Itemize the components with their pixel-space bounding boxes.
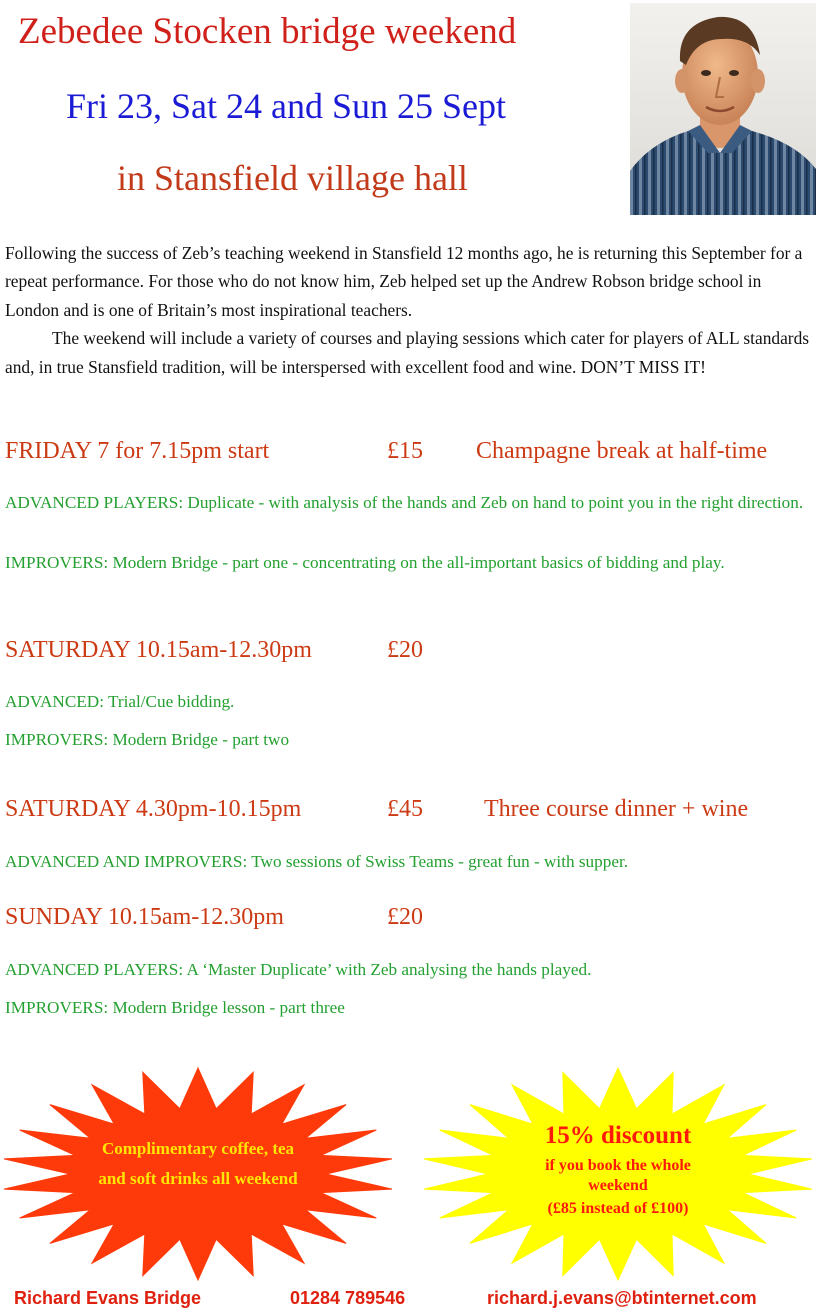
- sunday-advanced: ADVANCED PLAYERS: A ‘Master Duplicate’ with Zeb analysing the hands played.: [5, 960, 592, 979]
- friday-improvers: IMPROVERS: Modern Bridge - part one - concentrating on the all-important basics of bidding and play.: [5, 553, 725, 572]
- saturday-pm-time: SATURDAY 4.30pm-10.15pm: [5, 796, 302, 822]
- event-venue: in Stansfield village hall: [117, 158, 468, 198]
- footer-phone: 01284 789546: [290, 1288, 406, 1308]
- saturday-pm-price: £45: [387, 796, 423, 822]
- sunday-improvers: IMPROVERS: Modern Bridge lesson - part three: [5, 998, 345, 1017]
- teacher-portrait-image: [630, 3, 816, 215]
- friday-time: FRIDAY 7 for 7.15pm start: [5, 438, 270, 464]
- saturday-pm-both: ADVANCED AND IMPROVERS: Two sessions of Swiss Teams - great fun - with supper.: [5, 852, 629, 871]
- saturday-am-time: SATURDAY 10.15am-12.30pm: [5, 637, 312, 663]
- friday-price: £15: [387, 438, 423, 464]
- page-title: Zebedee Stocken bridge weekend: [18, 11, 517, 52]
- friday-advanced: ADVANCED PLAYERS: Duplicate - with analysis of the hands and Zeb on hand to point you in the right direction.: [5, 493, 804, 512]
- teacher-photo: [630, 3, 816, 215]
- sunday-price: £20: [387, 904, 423, 930]
- intro-paragraph-1: Following the success of Zeb’s teaching weekend in Stansfield 12 months ago, he is returning this September for a repeat performance. For those who do not know him, Zeb helped set up the Andrew Robson bridge school in London and is one of Britain’s most inspirational teachers.: [5, 243, 803, 320]
- footer-email[interactable]: richard.j.evans@btinternet.com: [487, 1288, 757, 1308]
- event-dates: Fri 23, Sat 24 and Sun 25 Sept: [66, 86, 507, 126]
- saturday-am-price: £20: [387, 637, 423, 663]
- discount-title: 15% discount: [544, 1122, 692, 1149]
- discount-text: if you book the whole weekend: [545, 1157, 691, 1194]
- saturday-pm-extra: Three course dinner + wine: [484, 796, 749, 822]
- discount-price: (£85 instead of £100): [547, 1200, 689, 1217]
- sunday-time: SUNDAY 10.15am-12.30pm: [5, 904, 284, 930]
- friday-extra: Champagne break at half-time: [476, 438, 768, 464]
- footer-name: Richard Evans Bridge: [14, 1288, 202, 1308]
- intro-paragraph-2: The weekend will include a variety of courses and playing sessions which cater for players of ALL standards and, in true Stansfield tradition, will be interspersed with excellent food and wine. DON’T MISS IT!: [5, 328, 810, 377]
- saturday-am-improvers: IMPROVERS: Modern Bridge - part two: [5, 730, 290, 749]
- intro-text: [5, 239, 810, 381]
- saturday-am-advanced: ADVANCED: Trial/Cue bidding.: [5, 692, 235, 711]
- refreshments-text: Complimentary coffee, tea and soft drinks all weekend: [98, 1139, 298, 1188]
